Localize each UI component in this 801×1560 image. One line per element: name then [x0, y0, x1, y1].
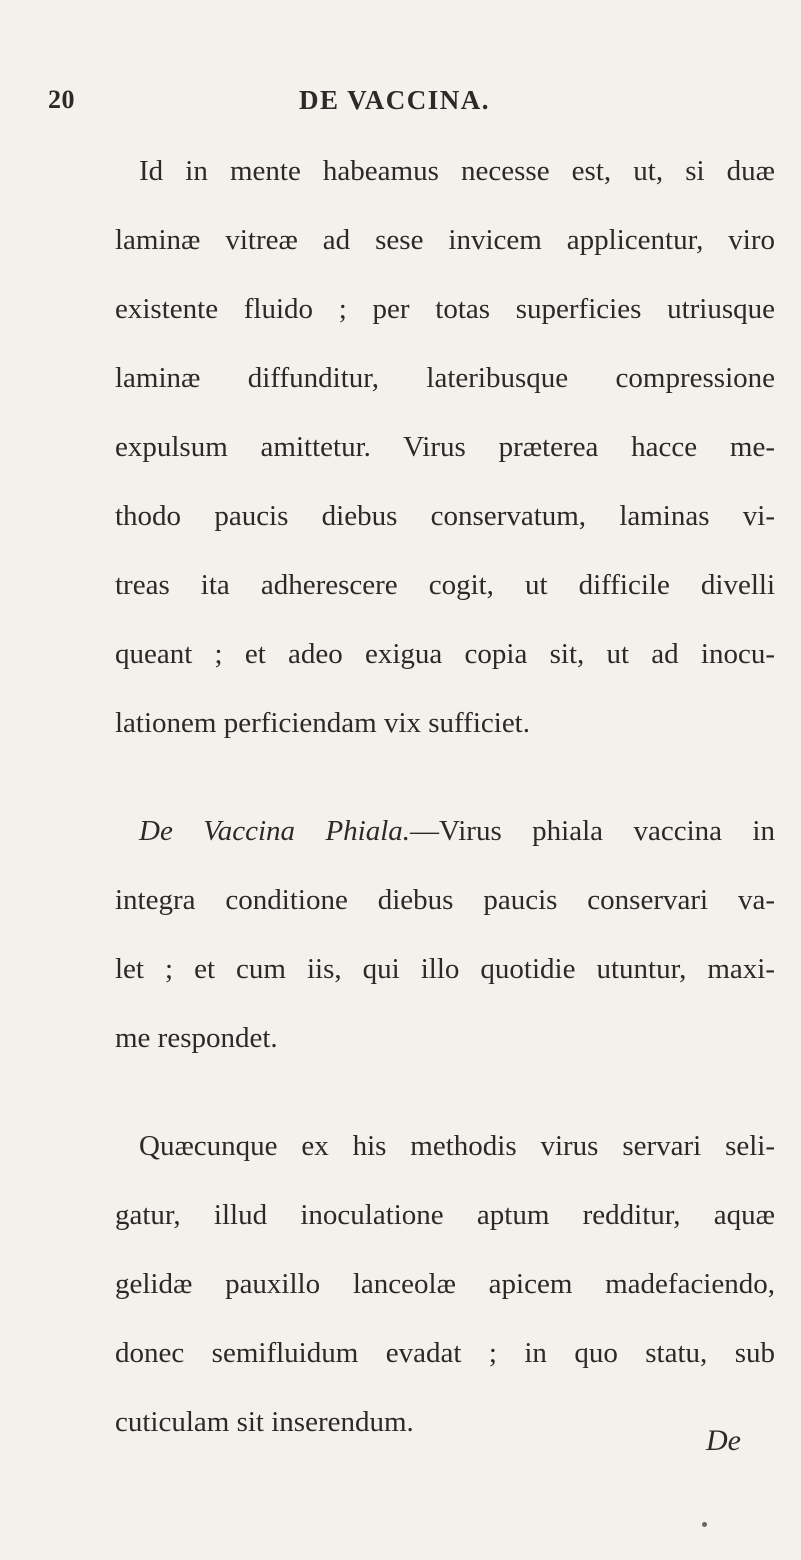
running-title: DE VACCINA. — [298, 85, 491, 115]
section-line — [139, 811, 775, 851]
text-line: cuticulam sit inserendum. — [115, 1406, 414, 1438]
text-line: gatur, illud inoculatione aptum redditur, aquæ — [115, 1199, 775, 1231]
text-line: gelidæ pauxillo lanceolæ apicem madefaciendo, — [115, 1268, 775, 1300]
text-line: lationem perficiendam vix sufficiet. — [115, 707, 530, 739]
text-line: existente fluido ; per totas superficies utriusque — [115, 293, 775, 325]
text-line: laminæ diffunditur, lateribusque compressione — [115, 362, 775, 394]
text-line: me respondet. — [115, 1022, 278, 1054]
text-line: treas ita adherescere cogit, ut difficile divelli — [115, 569, 775, 601]
text-line: Id in mente habeamus necesse est, ut, si duæ — [139, 155, 775, 187]
text-line: laminæ vitreæ ad sese invicem applicentur, viro — [115, 224, 775, 256]
text-line: integra conditione diebus paucis conservari va- — [115, 884, 775, 916]
text-line: Quæcunque ex his methodis virus servari seli- — [139, 1130, 775, 1162]
text-line: donec semifluidum evadat ; in quo statu, sub — [115, 1337, 775, 1369]
text-line: expulsum amittetur. Virus præterea hacce me- — [115, 431, 775, 463]
text-line: thodo paucis diebus conservatum, laminas vi- — [115, 500, 775, 532]
section-text: —Virus phiala vaccina in — [410, 815, 775, 847]
catchword: De — [706, 1424, 741, 1457]
page-header — [48, 85, 741, 125]
ink-spot — [702, 1522, 707, 1527]
page-number: 20 — [48, 85, 75, 114]
text-line: let ; et cum iis, qui illo quotidie utuntur, maxi- — [115, 953, 775, 985]
text-line: queant ; et adeo exigua copia sit, ut ad inocu- — [115, 638, 775, 670]
section-heading: De Vaccina Phiala. — [139, 815, 411, 847]
